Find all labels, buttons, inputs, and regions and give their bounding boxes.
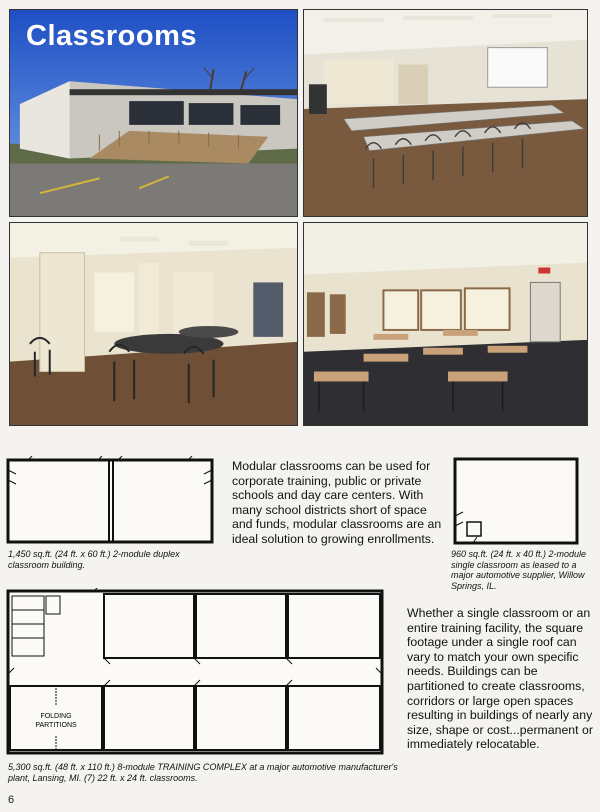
page-title: Classrooms [26, 20, 198, 52]
photo-training-room [303, 9, 588, 217]
label-folding: FOLDING [40, 713, 72, 720]
photo-round-tables-room [9, 222, 298, 426]
floor-plan-training-complex [6, 588, 386, 758]
caption-duplex: 1,450 sq.ft. (24 ft. x 60 ft.) 2-module duplex classroom building. [8, 549, 180, 570]
floor-plan-single [453, 456, 581, 546]
page-number: 6 [8, 794, 15, 806]
caption-training-complex: 5,300 sq.ft. (48 ft. x 110 ft.) 8-module TRAINING COMPLEX at a major automotive manufacturer's plant, Lansing, MI. (7) 22 ft. x 24 ft. classrooms. [8, 762, 398, 783]
floor-plan-duplex [6, 456, 216, 546]
secondary-paragraph: Whether a single classroom or an entire training facility, the square footage under a single roof can vary to match your own specific needs. Buildings can be partitioned to create classrooms, corridors or large open spaces resulting in buildings of nearly any size, shape or cost...permanent or immediately relocatable. [407, 606, 593, 752]
caption-single: 960 sq.ft. (24 ft. x 40 ft.) 2-module single classroom as leased to a major automotive supplier, Willow Springs, IL. [451, 549, 587, 591]
photo-desks-classroom [303, 222, 588, 426]
label-partitions: PARTITIONS [35, 722, 77, 729]
intro-paragraph: Modular classrooms can be used for corporate training, public or private schools and day care centers. With many school districts short of space and funds, modular classrooms are an ideal solution to growing enrollments. [232, 459, 442, 546]
